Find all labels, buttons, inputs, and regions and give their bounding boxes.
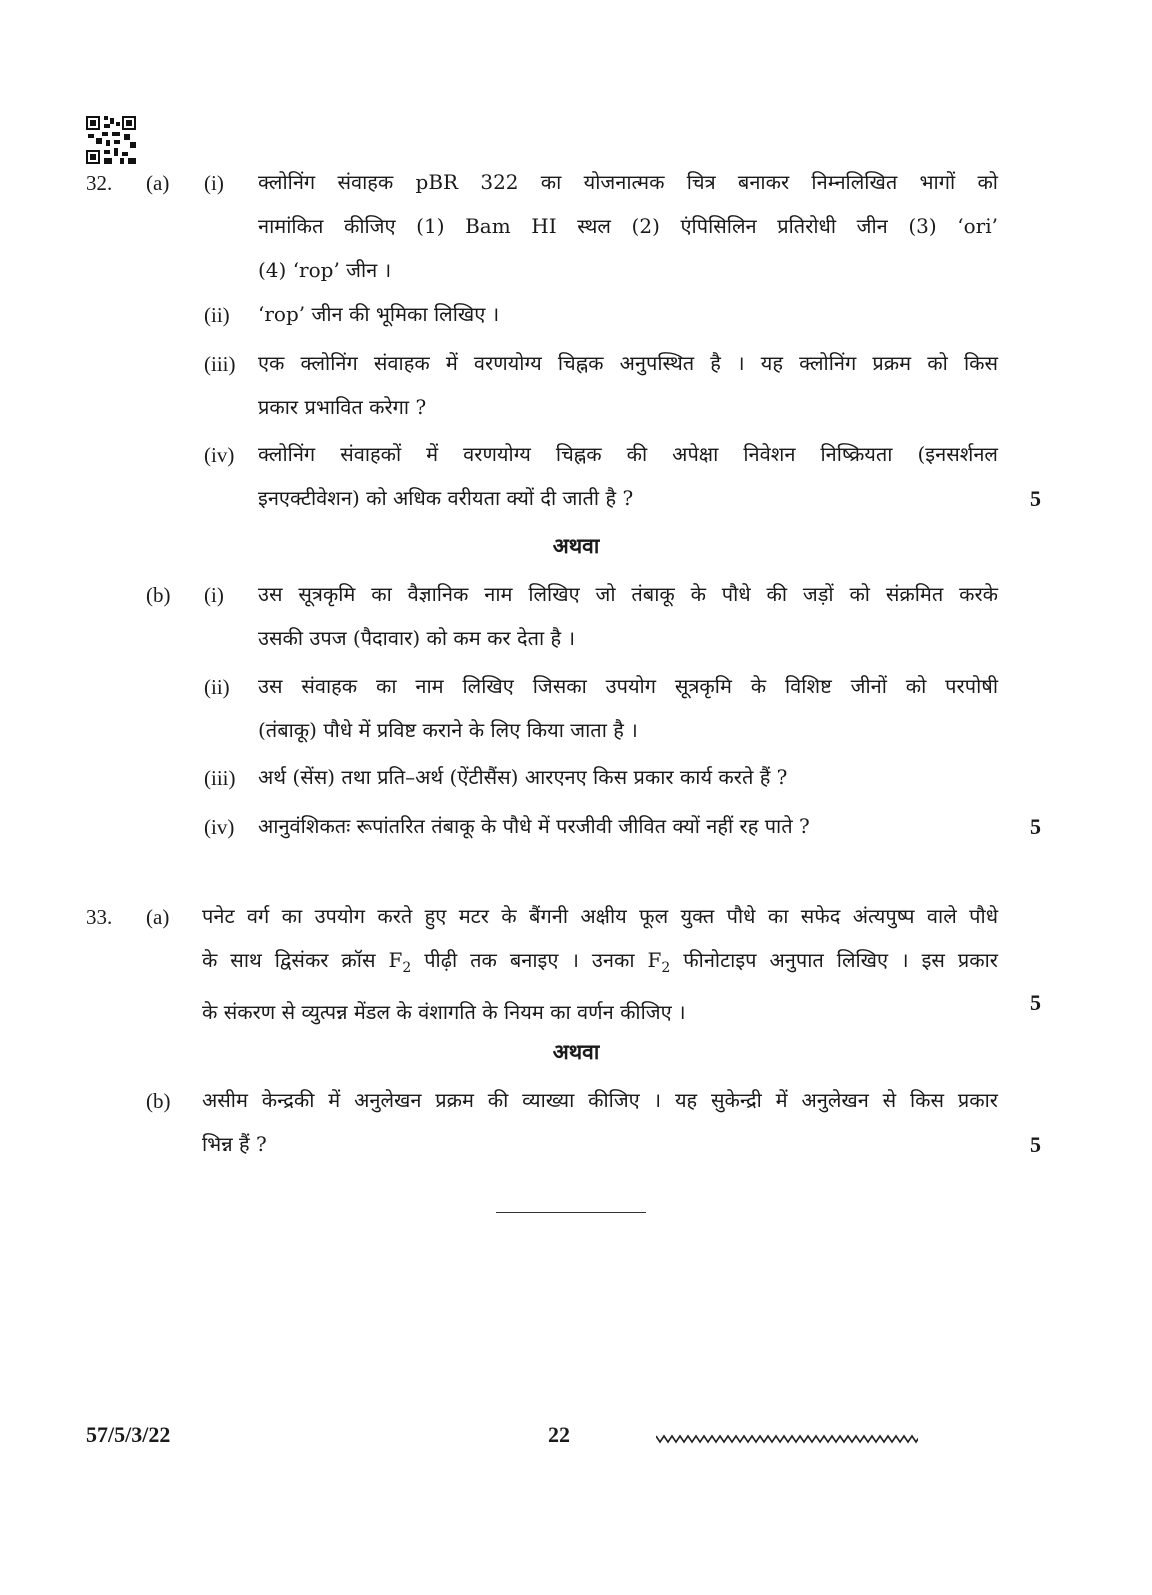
text-line bbox=[202, 938, 998, 990]
sub-part-label: (iv) bbox=[204, 443, 235, 467]
question-text bbox=[202, 894, 998, 1034]
or-separator: अथवा bbox=[552, 1039, 600, 1064]
text-line: प्रकार प्रभावित करेगा ? bbox=[258, 395, 427, 419]
or-separator: अथवा bbox=[552, 533, 600, 558]
text-line: एक क्लोनिंग संवाहक में वरणयोग्य चिह्नक अनुपस्थित है । यह क्लोनिंग प्रक्रम को किस bbox=[258, 351, 998, 375]
text-line: असीम केन्द्रकी में अनुलेखन प्रक्रम की व्याख्या कीजिए । यह सुकेन्द्री में अनुलेखन से किस प्रकार bbox=[202, 1088, 998, 1112]
text-fragment: फीनोटाइप अनुपात लिखिए । इस प्रकार bbox=[670, 948, 998, 972]
text-line: ‘rop’ जीन की भूमिका लिखिए । bbox=[258, 302, 500, 326]
question-text bbox=[258, 804, 998, 848]
question-text bbox=[258, 572, 998, 660]
text-line: (4) ‘rop’ जीन । bbox=[258, 258, 392, 282]
text-line: उसकी उपज (पैदावार) को कम कर देता है । bbox=[258, 626, 576, 650]
question-text bbox=[258, 664, 998, 752]
marks-label: 5 bbox=[1030, 814, 1041, 839]
question-text bbox=[202, 1078, 998, 1166]
sub-part-label: (ii) bbox=[204, 675, 230, 699]
marks-label: 5 bbox=[1030, 1132, 1041, 1157]
subscript: 2 bbox=[402, 960, 412, 976]
sub-part-label: (iii) bbox=[204, 352, 236, 376]
question-text bbox=[258, 755, 998, 799]
paper-code: 57/5/3/22 bbox=[86, 1422, 171, 1447]
sub-part-label: (i) bbox=[204, 583, 224, 607]
text-line: इनएक्टीवेशन) को अधिक वरीयता क्यों दी जाती है ? bbox=[258, 486, 634, 510]
text-fragment: के साथ द्विसंकर क्रॉस F bbox=[202, 948, 403, 972]
text-line: (तंबाकू) पौधे में प्रविष्ट कराने के लिए किया जाता है । bbox=[258, 718, 638, 742]
qr-code-icon bbox=[86, 116, 136, 164]
end-rule bbox=[496, 1212, 646, 1213]
part-label: (a) bbox=[146, 171, 170, 195]
sub-part-label: (iv) bbox=[204, 815, 235, 839]
part-label: (a) bbox=[146, 905, 170, 929]
subscript: 2 bbox=[661, 960, 671, 976]
question-text bbox=[258, 292, 998, 336]
question-number: 33. bbox=[86, 905, 113, 929]
text-line: भिन्न हैं ? bbox=[202, 1132, 267, 1156]
wavy-line-decoration bbox=[656, 1432, 918, 1444]
text-line: उस संवाहक का नाम लिखिए जिसका उपयोग सूत्रकृमि के विशिष्ट जीनों को परपोषी bbox=[258, 674, 998, 698]
marks-label: 5 bbox=[1030, 486, 1041, 511]
part-label: (b) bbox=[146, 583, 171, 607]
sub-part-label: (i) bbox=[204, 171, 224, 195]
text-line: क्लोनिंग संवाहकों में वरणयोग्य चिह्नक की अपेक्षा निवेशन निष्क्रियता (इनसर्शनल bbox=[258, 442, 998, 466]
sub-part-label: (iii) bbox=[204, 766, 236, 790]
text-line: क्लोनिंग संवाहक pBR 322 का योजनात्मक चित्र बनाकर निम्नलिखित भागों को bbox=[258, 170, 998, 194]
text-line: आनुवंशिकतः रूपांतरित तंबाकू के पौधे में परजीवी जीवित क्यों नहीं रह पाते ? bbox=[258, 814, 810, 838]
marks-label: 5 bbox=[1030, 990, 1041, 1015]
text-line: उस सूत्रकृमि का वैज्ञानिक नाम लिखिए जो तंबाकू के पौधे की जड़ों को संक्रमित करके bbox=[258, 582, 998, 606]
question-number: 32. bbox=[86, 171, 113, 195]
page-number: 22 bbox=[548, 1422, 570, 1447]
text-line: अर्थ (सेंस) तथा प्रति–अर्थ (ऐंटीसैंस) आरएनए किस प्रकार कार्य करते हैं ? bbox=[258, 765, 788, 789]
question-text bbox=[258, 432, 998, 520]
text-line: के संकरण से व्युत्पन्न मेंडल के वंशागति के नियम का वर्णन कीजिए । bbox=[202, 1000, 686, 1024]
question-text bbox=[258, 160, 998, 292]
sub-part-label: (ii) bbox=[204, 303, 230, 327]
text-line: नामांकित कीजिए (1) Bam HI स्थल (2) एंपिसिलिन प्रतिरोधी जीन (3) ‘ori’ bbox=[258, 214, 998, 238]
text-fragment: पीढ़ी तक बनाइए । उनका F bbox=[411, 948, 662, 972]
text-line: पनेट वर्ग का उपयोग करते हुए मटर के बैंगनी अक्षीय फूल युक्त पौधे का सफेद अंत्यपुष्प वाले पौधे bbox=[202, 904, 998, 928]
question-text bbox=[258, 341, 998, 429]
part-label: (b) bbox=[146, 1089, 171, 1113]
